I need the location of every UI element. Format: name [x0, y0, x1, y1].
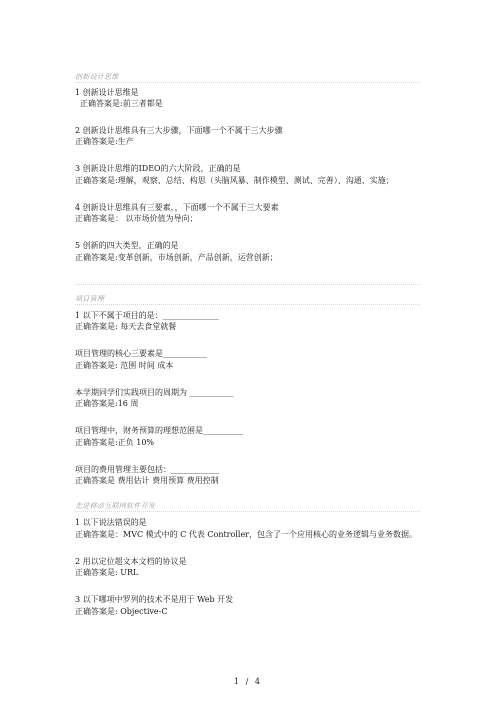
answer-text: 正确答案是: 范围 时间 成本 [75, 361, 174, 370]
answer-text: 正确答案是: Objective-C [75, 607, 168, 616]
answer-text: 正确答案是:变革创新，市场创新，产品创新，运营创新； [75, 253, 278, 262]
page-indicator: 1 / 4 [234, 677, 262, 686]
answer-text: 正确答案是:前三者都是 [80, 99, 163, 108]
answer-text: 正确答案是:正负 10% [75, 438, 155, 447]
question-text: 项目管理的核心三要素是___________ [75, 349, 207, 358]
section-divider [75, 304, 420, 305]
section-divider [75, 82, 420, 83]
section-divider [75, 511, 420, 512]
question-text: 3 以下哪项中罗列的技术不是用于 Web 开发 [75, 595, 234, 604]
answer-text: 正确答案是：MVC 模式中的 C 代表 Controller，包含了一个应用核心的业务逻辑与业务数据。 [75, 530, 418, 539]
question-text: 2 用以定位超文本文档的协议是 [75, 557, 187, 566]
question-text: 3 创新设计思维的IDEO的六大阶段，正确的是 [75, 164, 241, 173]
question-text: 1 以下不属于项目的是：______________ [75, 311, 219, 320]
answer-text: 正确答案是: 每天去食堂就餐 [75, 322, 177, 331]
answer-text: 正确答案是： 以市场价值为导向； [75, 214, 198, 223]
section-title-project-management: 项目管理 [75, 295, 105, 303]
answer-text: 正确答案是 费用估计 费用预算 费用控制 [75, 476, 219, 485]
question-text: 项目的费用管理主要包括：____________ [75, 465, 219, 474]
question-text: 5 创新的四大类型，正确的是 [75, 241, 179, 250]
section-divider [75, 284, 420, 285]
answer-text: 正确答案是:16 周 [75, 399, 139, 408]
question-text: 1 以下说法错误的是 [75, 518, 147, 527]
question-text: 本学期同学们实践项目的周期为 ___________ [75, 388, 234, 397]
question-text: 4 创新设计思维具有三要素，，下面哪一个不属于三大要素 [75, 203, 279, 212]
answer-text: 正确答案是:生产 [75, 137, 134, 146]
answer-text: 正确答案是: URL [75, 568, 139, 577]
answer-text: 正确答案是:理解，观察、总结、构思（头脑风暴、制作模型、测试、完善）、沟通、实施； [75, 176, 394, 185]
question-text: 2 创新设计思维具有三大步骤，下面哪一个不属于三大步骤 [75, 126, 283, 135]
section-title-design-thinking: 创新设计思维 [75, 73, 119, 81]
question-text: 项目管理中，财务预算的理想范围是__________ [75, 426, 243, 435]
question-text: 1 创新设计思维是 [75, 88, 139, 97]
section-title-mobile-internet-dev: 走进移动互联网软件开发 [75, 502, 156, 510]
